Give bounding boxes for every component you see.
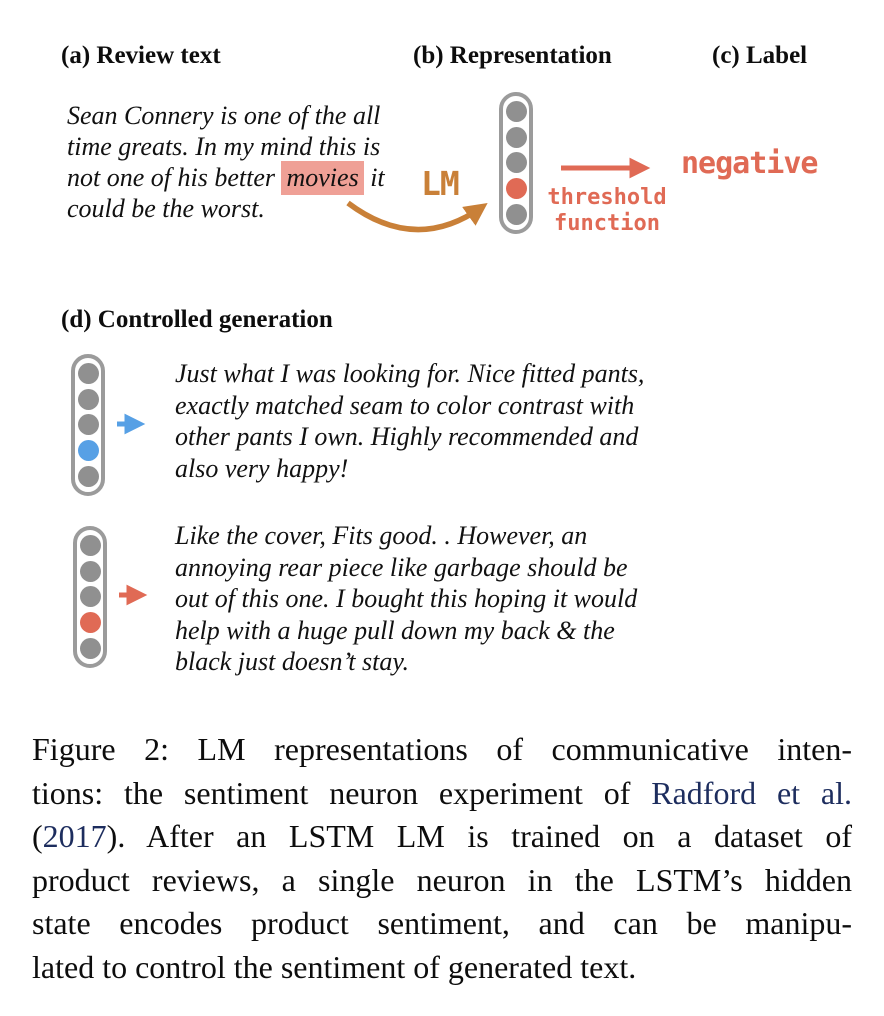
positive-generation-text [175, 358, 644, 484]
blue-neuron-dot [78, 440, 99, 461]
representation-capsule [499, 92, 533, 234]
gray-neuron-dot [78, 363, 99, 384]
review-line [67, 162, 385, 193]
review-line-segment: it [363, 163, 385, 192]
figure-caption [32, 728, 852, 989]
generated-line: exactly matched seam to color contrast with [175, 390, 635, 420]
gray-neuron-dot [78, 466, 99, 487]
movies-highlight: movies [281, 161, 363, 195]
panel-c-header: (c) Label [712, 42, 808, 69]
negative-generation-text [175, 520, 637, 678]
panel-a-header: (a) Review text [61, 42, 221, 69]
review-line: could be the worst. [67, 194, 265, 223]
gray-neuron-dot [80, 535, 101, 556]
review-line: Sean Connery is one of the all [67, 101, 381, 130]
negative-label: negative [681, 146, 818, 181]
threshold-word: threshold [547, 185, 667, 210]
gray-neuron-dot [78, 389, 99, 410]
positive-capsule [71, 354, 105, 496]
gray-neuron-dot [80, 638, 101, 659]
generated-line: other pants I own. Highly recommended and [175, 422, 639, 451]
gray-neuron-dot [80, 561, 101, 582]
lm-label: LM [421, 164, 459, 203]
generated-line: annoying rear piece like garbage should be [175, 552, 628, 582]
gray-neuron-dot [506, 101, 527, 122]
salmon-neuron-dot [506, 178, 527, 199]
caption-line: Figure 2: LM representations of communicative inten- [32, 731, 852, 767]
review-text [67, 100, 385, 224]
generated-line: also very happy! [175, 453, 349, 483]
threshold-function-label [541, 185, 673, 237]
year-citation-link[interactable]: 2017 [42, 818, 107, 854]
panel-d-header: (d) Controlled generation [61, 306, 333, 333]
gray-neuron-dot [506, 204, 527, 225]
function-word: function [554, 211, 660, 236]
gray-neuron-dot [506, 127, 527, 148]
review-line: time greats. In my mind this is [67, 132, 381, 161]
review-line-segment: not one of his better [67, 163, 282, 192]
radford-citation-link[interactable]: Radford et al. [651, 774, 853, 811]
caption-line: product reviews, a single neuron in the LSTM’s hidden [32, 861, 852, 898]
gray-neuron-dot [78, 414, 99, 435]
caption-segment: ( [32, 818, 43, 854]
generated-line: out of this one. I bought this hoping it would [175, 584, 638, 613]
generated-line: Just what I was looking for. Nice fitted pants, [175, 359, 645, 388]
caption-line: state encodes product sentiment, and can be manipu- [32, 905, 852, 941]
generated-line: help with a huge pull down my back & the [175, 615, 615, 645]
generated-line: Like the cover, Fits good. . However, an [175, 521, 588, 550]
caption-line [32, 772, 852, 816]
gray-neuron-dot [80, 586, 101, 607]
gray-neuron-dot [506, 152, 527, 173]
caption-segment: ). After an LSTM LM is trained on a dataset of [106, 818, 852, 854]
salmon-neuron-dot [80, 612, 101, 633]
generated-line: black just doesn’t stay. [175, 647, 409, 676]
caption-line [32, 815, 852, 859]
caption-segment: tions: the sentiment neuron experiment of [32, 774, 652, 811]
negative-capsule [73, 526, 107, 668]
caption-line: lated to control the sentiment of generated text. [32, 948, 637, 985]
panel-b-header: (b) Representation [413, 42, 612, 69]
